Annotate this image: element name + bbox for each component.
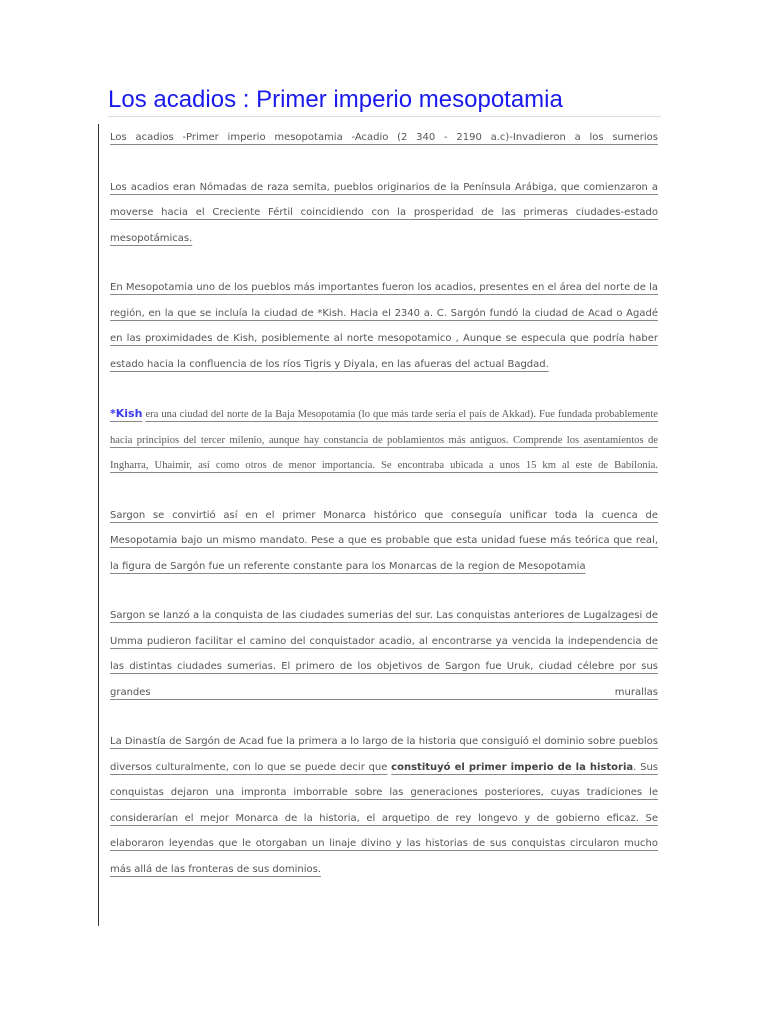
paragraph-sargon-conquest: [110, 603, 658, 705]
paragraph-mesopotamia-text: En Mesopotamia uno de los pueblos más importantes fueron los acadios, presentes en el área del norte de la región, en la que se incluía la ciudad de *Kish. Hacia el 2340 a. C. Sargón fundó la ciudad de Acad o Agadé en las proximidades de Kish, posiblemente al norte mesopotamico , Aunque se especula que podría haber estado hacia la confluencia de los ríos Tigris y Diyala, en las afueras del actual Bagdad.: [110, 282, 658, 370]
paragraph-nomads: [110, 175, 658, 252]
paragraph-nomads-text: Los acadios eran Nómadas de raza semita, pueblos originarios de la Península Arábiga, que comienzaron a moverse hacia el Creciente Fértil coincidiendo con la prosperidad de las primeras ciudades-estado mesopotámicas.: [110, 181, 658, 244]
kish-term: *Kish: [110, 407, 143, 420]
paragraph-sargon-unification: [110, 503, 658, 580]
left-margin-rule: [98, 124, 99, 926]
page-title: Los acadios : Primer imperio mesopotamia: [108, 86, 563, 113]
paragraph-dynasty-text-end: . Sus conquistas dejaron una impronta imborrable sobre las generaciones posteriores, cuyas tradiciones le considerarían el mejor Monarca de la historia, el arquetipo de rey longevo y de gobierno eficaz. Se elaboraron leyendas que le otorgaban un linaje divino y las historias de sus conquistas circularon mucho más allá de las fronteras de sus dominios.: [110, 761, 658, 875]
paragraph-dynasty-emphasis: constituyó el primer imperio de la historia: [391, 761, 634, 773]
paragraph-sargon-conquest-text: Sargon se lanzó a la conquista de las ciudades sumerias del sur. Las conquistas anteriores de Lugalzagesi de Umma pudieron facilitar el camino del conquistador acadio, al encontrarse ya vencida la independencia de las distintas ciudades sumerias. El primero de los objetivos de Sargon fue Uruk, ciudad célebre por sus grandes murallas: [110, 610, 658, 698]
title-divider: [108, 116, 661, 117]
paragraph-kish: [110, 401, 658, 479]
paragraph-intro-text: Los acadios -Primer imperio mesopotamia -Acadio (2 340 - 2190 a.c)-Invadieron a los sumerios: [110, 132, 658, 143]
paragraph-intro: [110, 125, 658, 151]
paragraph-kish-text: era una ciudad del norte de la Baja Mesopotamia (lo que más tarde sería el país de Akkad). Fue fundada probablemente hacia principios del tercer milenio, aunque hay constancia de poblamientos más antiguos. Comprende los asentamientos de Ingharra, Uhaimir, así como otros de menor importancia. Se encontraba ubicada a unos 15 km al este de Babilonia.: [110, 409, 658, 471]
article-body: [110, 125, 658, 882]
paragraph-dynasty-text-start: La Dinastía de Sargón de Acad fue la primera a lo largo de la historia que consiguió el dominio sobre pueblos diversos culturalmente, con lo que se puede decir que: [110, 736, 658, 773]
paragraph-mesopotamia: [110, 275, 658, 377]
paragraph-sargon-unification-text: Sargon se convirtió así en el primer Monarca histórico que conseguía unificar toda la cuenca de Mesopotamia bajo un mismo mandato. Pese a que es probable que esta unidad fuese más teórica que real, la figura de Sargón fue un referente constante para los Monarcas de la region de Mesopotamia: [110, 509, 658, 572]
paragraph-dynasty: [110, 729, 658, 882]
